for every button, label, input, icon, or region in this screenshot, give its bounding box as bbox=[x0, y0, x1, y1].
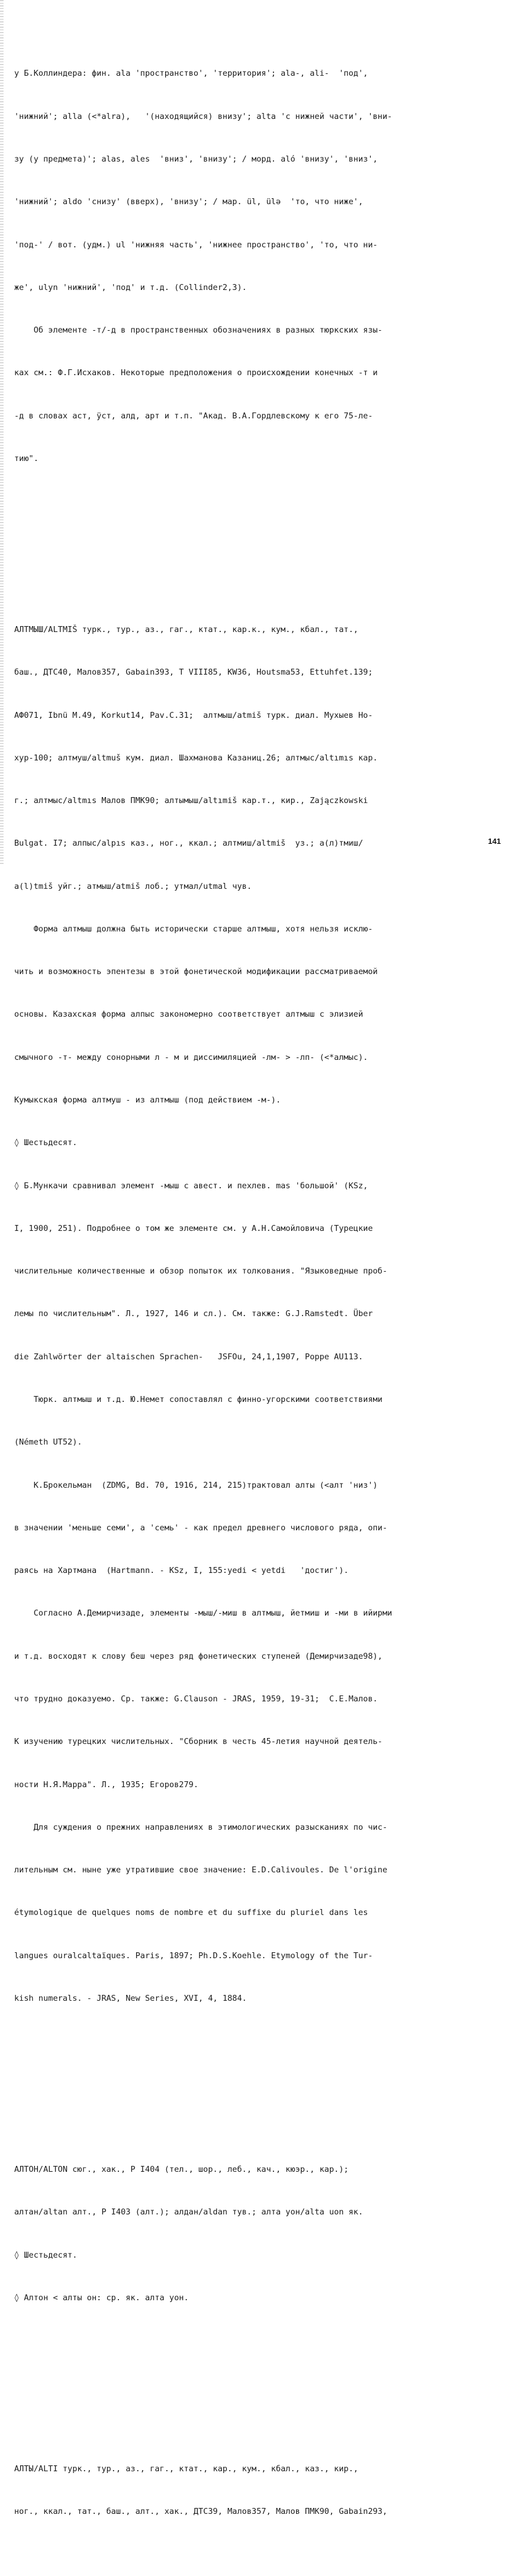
text-line: хур-100; алтмуш/altmuš кум. диал. Шахманова Казаниц.26; алтмыс/altımıs кар. bbox=[14, 753, 378, 763]
text-line: Согласно А.Демирчизаде, элементы -мыш/-миш в алтмыш, йетмиш и -ми в ийирми bbox=[14, 1608, 393, 1619]
text-line: Тюрк. алтмыш и т.д. Ю.Немет сопоставлял с финно-угорскими соответствиями bbox=[14, 1395, 382, 1404]
text-line: 'нижний'; alla (<*alra), '(находящийся) внизу'; alta 'с нижней части', 'вни- bbox=[14, 111, 393, 121]
text-line: смычного -т- между сонорными л - м и диссимиляцией -лм- > -лп- (<*алмыс). bbox=[14, 1052, 368, 1062]
text-line: 'нижний'; aldo 'снизу' (вверх), 'внизу'; / мар. ül, ülə 'то, что ниже', bbox=[14, 197, 364, 207]
text-line: в значении 'меньше семи', а 'семь' - как предел древнего числового ряда, опи- bbox=[14, 1523, 388, 1533]
text-line: чить и возможность эпентезы в этой фонетической модификации рассматриваемой bbox=[14, 967, 378, 977]
entry-separator bbox=[14, 2077, 506, 2091]
text-line: étymologique de quelques noms de nombre et du suffixe du pluriel dans les bbox=[14, 1908, 368, 1918]
text-line: Форма алтмыш должна быть исторически старше алтмыш, хотя нельзя исклю- bbox=[14, 924, 373, 934]
text-line: г.; алтмыс/altmıs Малов ПМК90; алтымыш/altımiš кар.т., кир., Zajączkowski bbox=[14, 796, 368, 806]
text-line: I, 1900, 251). Подробнее о том же элементе см. у А.Н.Самойловича (Турецкие bbox=[14, 1223, 373, 1233]
entry-altmysh bbox=[14, 594, 506, 2034]
text-line: и т.д. восходят к слову беш через ряд фонетических ступеней (Демирчизаде98), bbox=[14, 1651, 382, 1661]
text-line: kish numerals. - JRAS, New Series, XVI, 4, 1884. bbox=[14, 1993, 247, 2003]
scan-edge-artifact bbox=[0, 0, 4, 865]
text-line: 'под-' / вот. (удм.) ul 'нижняя часть', 'нижнее пространство', 'то, что ни- bbox=[14, 240, 378, 250]
entry-continuation-collinder bbox=[14, 38, 506, 494]
text-line: ◊ Алтон < алты он: ср. як. алта уон. bbox=[14, 2293, 189, 2303]
text-line: ках см.: Ф.Г.Исхаков. Некоторые предположения о происхождении конечных -т и bbox=[14, 368, 378, 378]
entry-separator bbox=[14, 2376, 506, 2390]
text-line: АФ071, Ibnü M.49, Korkut14, Pav.C.31; алтмыш/atmiš турк. диал. Мухыев Но- bbox=[14, 710, 373, 720]
entry-alty bbox=[14, 2433, 506, 2548]
text-line: die Zahlwörter der altaischen Sprachen- JSFOu, 24,1,1907, Poppe AU113. bbox=[14, 1352, 364, 1362]
page-number: 141 bbox=[488, 837, 501, 846]
text-line: К.Брокельман (ZDMG, Bd. 70, 1916, 214, 215)трактовал алты (<алт 'низ') bbox=[14, 1480, 378, 1490]
text-line: Кумыкская форма алтмуш - из алтмыш (под действием -м-). bbox=[14, 1095, 281, 1105]
text-line: К изучению турецких числительных. "Сборник в честь 45-летия научной деятель- bbox=[14, 1737, 382, 1747]
text-line: Об элементе -т/-д в пространственных обозначениях в разных тюркских язы- bbox=[14, 325, 382, 336]
text-line: лемы по числительным". Л., 1927, 146 и сл.). См. также: G.J.Ramstedt. Über bbox=[14, 1309, 373, 1319]
text-line: a(l)tmiš уйг.; атмыш/atmiš лоб.; утмал/utmal чув. bbox=[14, 881, 252, 891]
text-line: числительные количественные и обзор попыток их толкования. "Языковедные проб- bbox=[14, 1266, 388, 1276]
text-line: ности Н.Я.Марра". Л., 1935; Егоров279. bbox=[14, 1779, 198, 1790]
text-line: зу (у предмета)'; alas, ales 'вниз', 'внизу'; / морд. alо́ 'внизу', 'вниз', bbox=[14, 154, 378, 164]
meaning-line: ◊ Шестьдесят. bbox=[14, 1138, 78, 1148]
text-line: алтан/altan алт., Р I403 (алт.); алдан/aldan тув.; алта уон/alta uon як. bbox=[14, 2207, 364, 2217]
entry-alton bbox=[14, 2134, 506, 2333]
text-line: langues ouralcaltaïques. Paris, 1897; Ph.D.S.Koehle. Etymology of the Tur- bbox=[14, 1950, 373, 1961]
entry-headword-line: АЛТЫ/ALTI турк., тур., аз., гаг., ктат., кар., кум., кбал., каз., кир., bbox=[14, 2464, 359, 2474]
text-line: баш., ДТС40, Малов357, Gabain393, Т VIII85, KW36, Houtsma53, Ettuhfet.139; bbox=[14, 668, 373, 678]
entry-headword-line: АЛТОН/ALTON сюг., хак., Р I404 (тел., шор., леб., кач., кюэр., кар.); bbox=[14, 2164, 349, 2174]
text-line: ног., ккал., тат., баш., алт., хак., ДТС39, Малов357, Малов ПМК90, Gabain293, bbox=[14, 2507, 388, 2517]
text-line: -д в словах аст, ӱст, алд, арт и т.п. "Акад. В.А.Гордлевскому к его 75-ле- bbox=[14, 411, 373, 421]
text-line: же', ulyn 'нижний', 'под' и т.д. (Collinder2,3). bbox=[14, 282, 247, 292]
text-line: лительным см. ныне уже утратившие свое значение: E.D.Calivoules. De l'origine bbox=[14, 1865, 388, 1875]
entry-headword-line: АЛТМЫШ/ALTMIŠ турк., тур., аз., гаг., ктат., кар.к., кум., кбал., тат., bbox=[14, 624, 359, 634]
entry-separator bbox=[14, 537, 506, 551]
text-line: раясь на Хартмана (Hartmann. - KSz, I, 155:yedi < yetdi 'достиг'). bbox=[14, 1566, 349, 1576]
text-line: что трудно доказуемо. Ср. также: G.Clauson - JRAS, 1959, 19-31; С.Е.Малов. bbox=[14, 1694, 378, 1704]
text-line: основы. Казахская форма алпыс закономерно соответствует алтмыш с элизией bbox=[14, 1010, 364, 1020]
text-line: ◊ Б.Мункачи сравнивал элемент -мыш с авест. и пехлев. mas 'большой' (KSz, bbox=[14, 1181, 368, 1191]
meaning-line: ◊ Шестьдесят. bbox=[14, 2250, 78, 2260]
text-line: у Б.Коллиндера: фин. ala 'пространство', 'территория'; ala-, ali- 'под', bbox=[14, 69, 368, 79]
dictionary-text bbox=[14, 9, 506, 2576]
text-line: (Németh UT52). bbox=[14, 1437, 82, 1447]
text-line: тию". bbox=[14, 453, 38, 463]
text-line: Для суждения о прежних направлениях в этимологических разысканиях по чис- bbox=[14, 1822, 388, 1832]
text-line: Bulgat. I7; алпыс/alpıs каз., ног., ккал.; алтмиш/altmiš уз.; а(л)тмиш/ bbox=[14, 839, 364, 849]
